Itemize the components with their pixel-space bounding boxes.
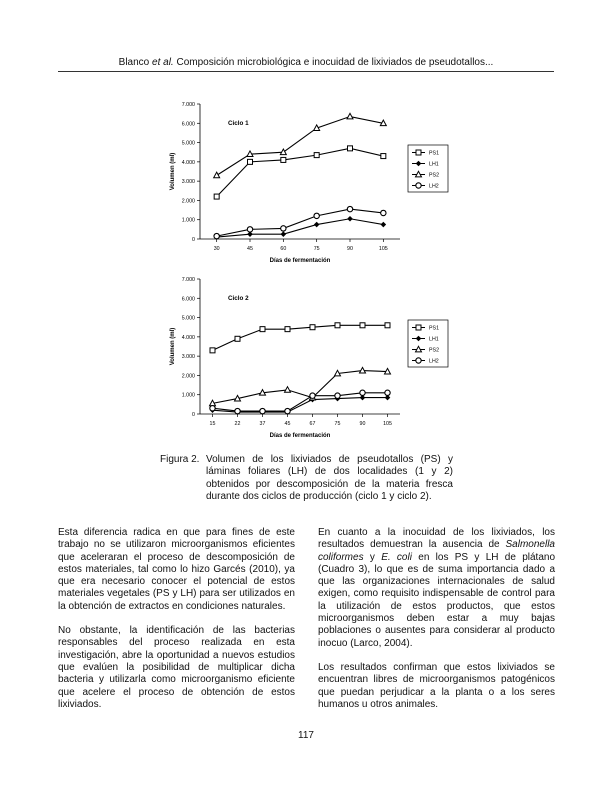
marker-diamond xyxy=(381,222,387,228)
marker-diamond xyxy=(347,216,353,222)
marker-circle xyxy=(210,406,215,411)
x-tick-label: 30 xyxy=(213,246,220,252)
series-line-PS1 xyxy=(217,148,384,196)
header-etal: et al. xyxy=(152,57,174,68)
running-header xyxy=(58,57,554,68)
marker-square xyxy=(285,327,290,332)
y-tick-label: 7.000 xyxy=(181,102,195,108)
marker-square xyxy=(385,323,390,328)
column-right xyxy=(318,527,555,723)
y-tick-label: 0 xyxy=(192,412,195,418)
paragraph: No obstante, la identificación de las bacterias responsables del proceso realizada en esta investigación, abre la oportunidad a nuevos estudios que evalúen la posibilidad de multiplicar dicha bacteria y utilizarla como microorganismo eficiente que acelere el proceso de obtención de estos lixiviados. xyxy=(58,625,295,710)
marker-circle xyxy=(285,408,290,413)
chart-title: Ciclo 1 xyxy=(228,120,249,127)
marker-circle xyxy=(260,408,265,413)
marker-square xyxy=(335,323,340,328)
marker-circle xyxy=(310,393,315,398)
x-tick-label: 105 xyxy=(378,246,388,252)
x-tick-label: 37 xyxy=(259,421,266,427)
marker-square xyxy=(310,325,315,330)
marker-square xyxy=(360,323,365,328)
marker-diamond xyxy=(281,231,287,237)
marker-circle xyxy=(247,227,252,232)
y-tick-label: 0 xyxy=(192,237,195,243)
legend-label: LH1 xyxy=(429,336,439,343)
chart-ciclo-2 xyxy=(160,271,440,441)
x-tick-label: 45 xyxy=(284,421,291,427)
x-tick-label: 75 xyxy=(313,246,320,252)
y-tick-label: 6.000 xyxy=(181,121,195,128)
marker-square xyxy=(416,150,421,155)
paragraph: En cuanto a la inocuidad de los lixiviados, los resultados demuestran la ausencia de Salmonella coliformes y E. coli en los PS y LH de plátano (Cuadro 3), lo que es de suma importancia dado a que las organizaciones internacionales de salud exigen, como requisito indispensable de control para la utilización de estos productos, que estos microorganismos deben estar a muy bajas poblaciones o ausentes para considerar al producto inocuo (Larco, 2004). xyxy=(318,527,556,649)
y-tick-label: 5.000 xyxy=(181,315,195,322)
marker-circle xyxy=(416,183,421,188)
marker-circle xyxy=(335,393,340,398)
y-axis-label: Volumen (ml) xyxy=(170,327,176,366)
legend-label: LH2 xyxy=(429,183,439,190)
marker-circle xyxy=(314,213,319,218)
legend-label: PS1 xyxy=(429,325,440,332)
paragraph: Los resultados confirman que estos lixiviados se encuentran libres de microorganismos patogénicos que puedan perjudicar a la planta o a los seres humanos u otros animales. xyxy=(318,661,555,710)
marker-square xyxy=(260,327,265,332)
y-tick-label: 2.000 xyxy=(181,373,195,380)
marker-square xyxy=(381,154,386,159)
x-tick-label: 90 xyxy=(347,246,353,252)
figure-caption-text: Volumen de los lixiviados de pseudotallos (PS) y láminas foliares (LH) de dos localidades (1 y 2) obtenidos por descomposición de la materia fresca durante dos ciclos de producción (ciclo 1 y ciclo 2). xyxy=(206,454,453,503)
species-name: Salmonella coliformes xyxy=(318,539,555,563)
marker-circle xyxy=(235,408,240,413)
y-tick-label: 7.000 xyxy=(181,277,195,283)
marker-square xyxy=(248,159,253,164)
chart-ciclo-1 xyxy=(160,96,440,266)
paragraph: Esta diferencia radica en que para fines de este trabajo no se utilizaron microorganismos eficientes que aceleraran el proceso de descomposición de estos materiales, tal como lo hizo Garcés (2010), ya que era necesario conocer el potencial de estos materiales vegetales (PS y LH) para ser utilizados en la obtención de extractos en condiciones naturales. xyxy=(58,527,295,612)
marker-circle xyxy=(381,210,386,215)
marker-square xyxy=(281,157,286,162)
species-name: E. coli xyxy=(381,551,412,563)
legend-label: PS2 xyxy=(429,347,440,354)
marker-square xyxy=(210,348,215,353)
marker-circle xyxy=(416,358,421,363)
header-title: Composición microbiológica e inocuidad de lixiviados de pseudotallos... xyxy=(176,57,494,68)
legend-label: LH1 xyxy=(429,161,439,168)
chart-title: Ciclo 2 xyxy=(228,295,249,302)
marker-circle xyxy=(360,390,365,395)
x-tick-label: 90 xyxy=(359,421,366,427)
x-tick-label: 60 xyxy=(280,246,287,252)
legend-label: LH2 xyxy=(429,358,439,365)
marker-circle xyxy=(347,206,352,211)
marker-square xyxy=(214,194,219,199)
series-line-LH1 xyxy=(217,219,384,237)
x-tick-label: 67 xyxy=(309,421,316,427)
marker-square xyxy=(235,336,240,341)
marker-square xyxy=(348,146,353,151)
y-tick-label: 2.000 xyxy=(181,198,195,205)
page-number: 117 xyxy=(298,730,314,741)
marker-diamond xyxy=(314,222,320,228)
figure-label: Figura 2. xyxy=(160,454,200,465)
legend-label: PS1 xyxy=(429,150,440,157)
series-line-LH2 xyxy=(217,209,384,236)
header-authors: Blanco xyxy=(118,57,150,68)
column-left xyxy=(58,527,295,723)
figure-caption xyxy=(160,454,453,504)
x-axis-label: Días de fermentación xyxy=(269,433,331,439)
y-tick-label: 3.000 xyxy=(181,354,195,361)
marker-circle xyxy=(281,226,286,231)
x-tick-label: 75 xyxy=(334,421,341,427)
y-tick-label: 4.000 xyxy=(181,334,195,341)
y-tick-label: 4.000 xyxy=(181,159,195,166)
y-tick-label: 3.000 xyxy=(181,179,195,186)
y-tick-label: 1.000 xyxy=(181,392,195,399)
marker-circle xyxy=(214,233,219,238)
legend-label: PS2 xyxy=(429,172,440,179)
header-rule xyxy=(58,71,554,72)
y-tick-label: 5.000 xyxy=(181,140,195,147)
y-axis-label: Volumen (ml) xyxy=(170,152,176,191)
marker-circle xyxy=(385,390,390,395)
marker-triangle xyxy=(214,172,220,178)
x-tick-label: 15 xyxy=(209,421,216,427)
x-axis-label: Días de fermentación xyxy=(269,258,331,264)
x-tick-label: 105 xyxy=(383,421,392,427)
marker-square xyxy=(314,153,319,158)
marker-square xyxy=(416,325,421,330)
x-tick-label: 45 xyxy=(247,246,253,252)
y-tick-label: 1.000 xyxy=(181,217,195,224)
marker-triangle xyxy=(285,387,291,393)
marker-triangle xyxy=(347,113,353,119)
x-tick-label: 22 xyxy=(234,421,241,427)
y-tick-label: 6.000 xyxy=(181,296,195,303)
